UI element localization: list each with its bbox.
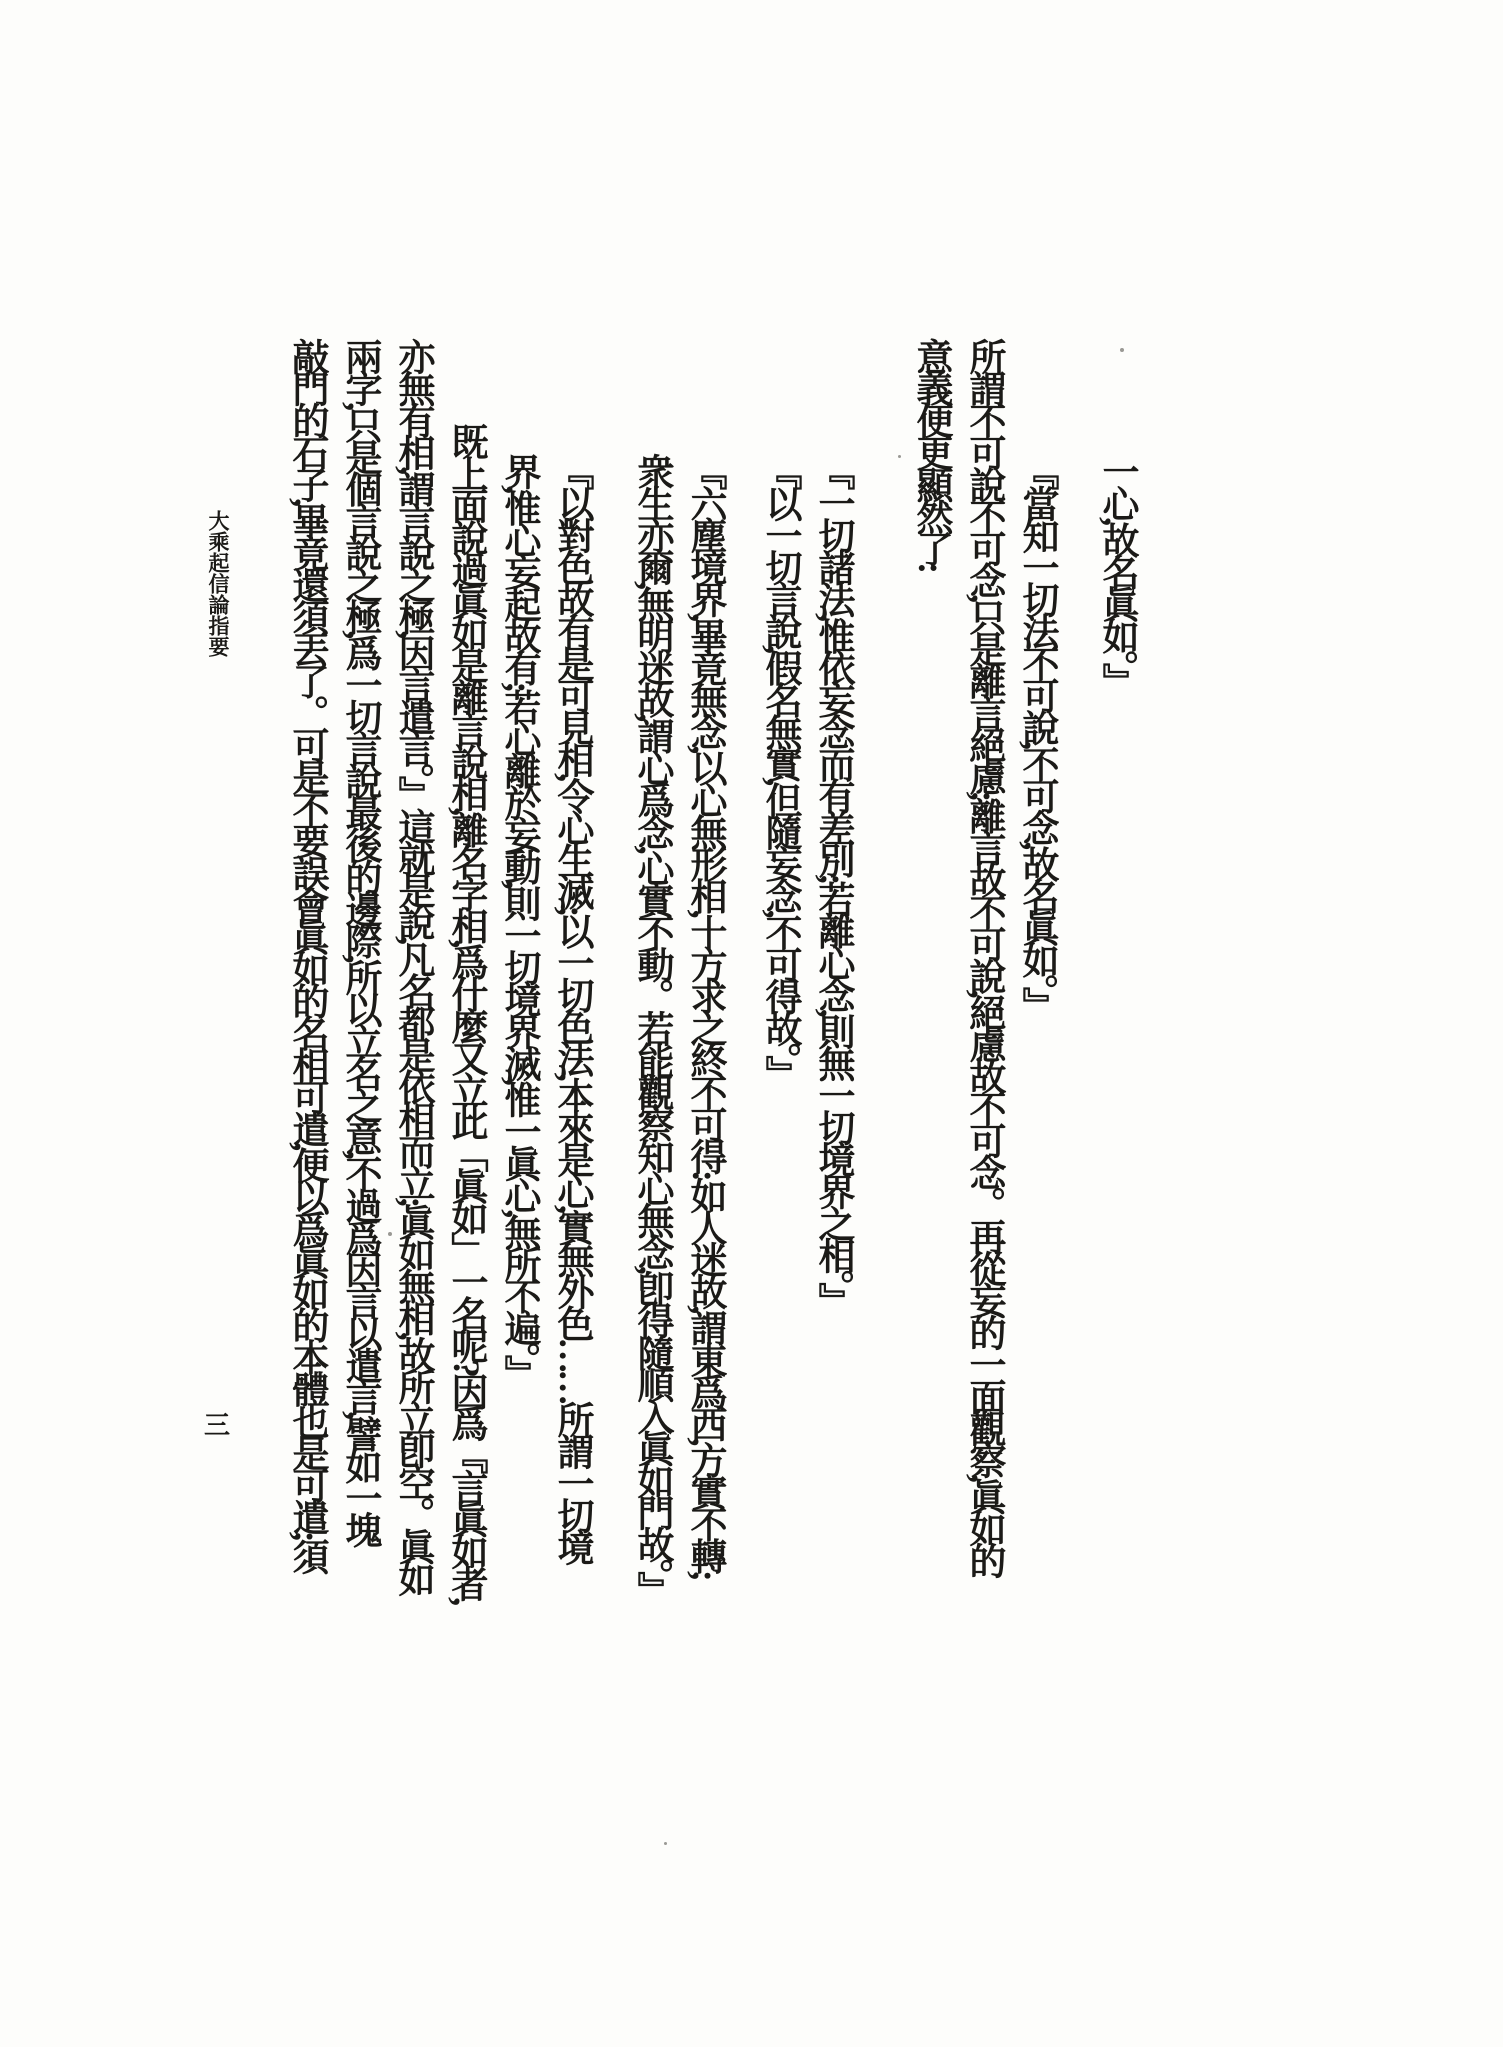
text-column: 亦無有相,謂言說之極,因言遣言。』這就是說,凡名都是依相而立;眞如無相,故所立卽空。眞如: [392, 338, 433, 1592]
text-column: 『一切諸法,惟依妄念而有差別;若離心念,則無一切境界之相。』: [812, 453, 853, 1315]
scan-speck: [1120, 348, 1124, 352]
page-number: 三: [204, 1411, 231, 1440]
main-text-block: [280, 338, 1143, 1748]
text-column: 界,惟心妄起故有;若心離於妄動,則一切境界滅,惟一眞心,無所不遍。』: [498, 453, 539, 1387]
scan-speck: [388, 1232, 392, 1236]
text-column: 『當知一切法不可說,不可念,故名眞如。』: [1016, 453, 1057, 1019]
text-column: 兩字,只是個言說之極,爲一切言說最後的邊際,所以立名之意,不過爲因言以遣言,譬如一塊: [339, 338, 380, 1544]
text-column: 既上面說過眞如是離言說相,離名字相,爲什麼又立此「眞如」一名呢?因爲『言眞如者,: [445, 423, 486, 1602]
text-column: 敲門的石子,畢竟還須丟了。可是不要誤會眞如的名相可遣,便以爲眞如的本體也是可遣;須: [286, 338, 327, 1570]
text-column: 意義便更顯然了:: [910, 338, 951, 570]
text-column: 一心,故名眞如。』: [1096, 453, 1137, 695]
text-column: 所謂不可說不可念,只是離言絕慮;離言故不可說,絕慮故不可念。再從妄的一面觀察,眞如的: [963, 338, 1004, 1575]
text-column: 『以一切言說,假名無實,但隨妄念,不可得故。』: [759, 453, 800, 1088]
scan-speck: [664, 1842, 667, 1845]
text-column: 『以對色故有是可見相,令心生滅;以一切色法,本來是心,實無外色……所謂一切境: [551, 453, 592, 1562]
running-title: 大乘起信論指要: [206, 510, 230, 657]
text-column: 『六塵境界,畢竟無念,以心無形相,十方求之終不可得:如人迷故,謂東爲西,方實不轉;: [684, 453, 725, 1577]
scan-speck: [898, 455, 901, 458]
text-column: 衆生亦爾,無明迷故,謂心爲念,心實不動。若能觀察知心無念,卽得隨順入眞如門故。』: [631, 453, 672, 1604]
